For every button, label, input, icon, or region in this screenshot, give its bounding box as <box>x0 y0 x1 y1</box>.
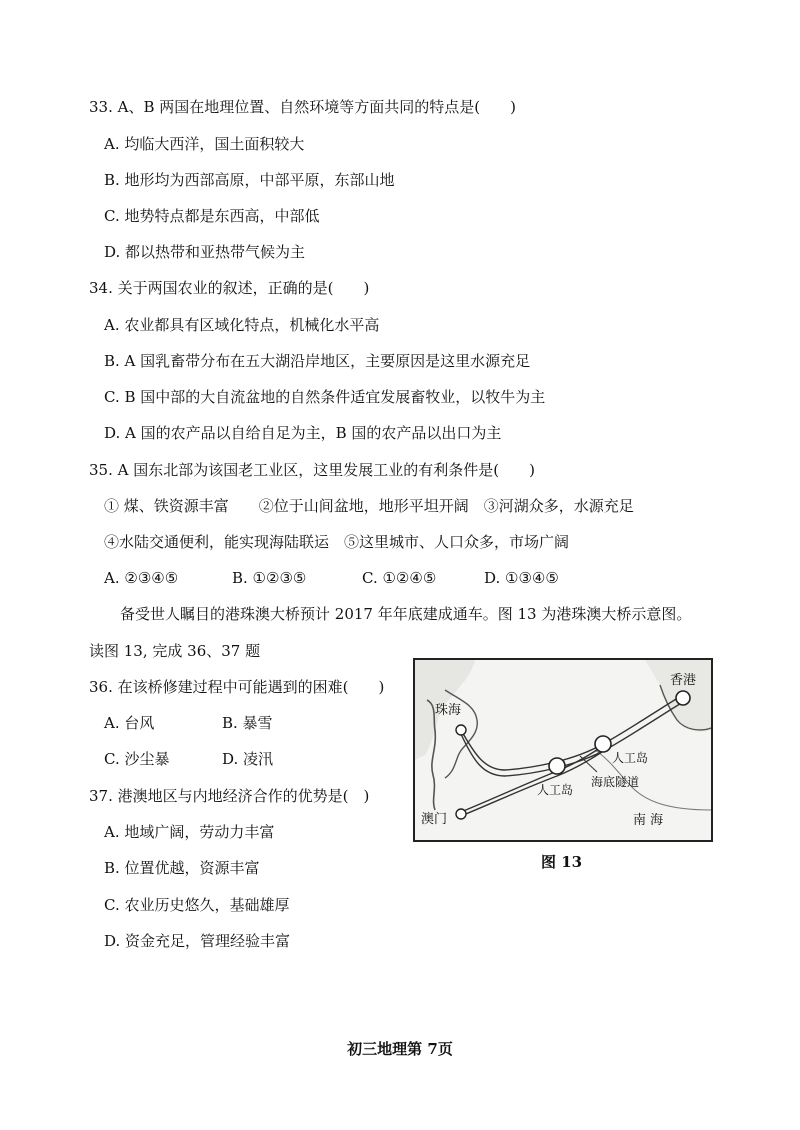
q36-option-b: B. 暴雪 <box>222 714 273 732</box>
island-east-label: 人工岛 <box>612 751 649 765</box>
artificial-island-east <box>595 736 611 752</box>
q36-stem: 36. 在该桥修建过程中可能遇到的困难( ) <box>89 678 385 696</box>
intro-line1: 备受世人瞩目的港珠澳大桥预计 2017 年年底建成通车。图 13 为港珠澳大桥示意图。 <box>120 605 692 623</box>
zhuhai-label: 珠海 <box>435 703 462 718</box>
q35-conditions-line2: ④水陆交通便利，能实现海陆联运 ⑤这里城市、人口众多，市场广阔 <box>104 533 570 551</box>
q33-option-c: C. 地势特点都是东西高，中部低 <box>104 207 320 225</box>
q36-option-a: A. 台风 <box>104 714 155 732</box>
bridge-map-figure <box>413 658 713 842</box>
q33-option-a: A. 均临大西洋，国土面积较大 <box>104 135 305 153</box>
macau-label: 澳门 <box>421 812 448 827</box>
figure-caption: 图 13 <box>541 853 583 871</box>
q34-option-a: A. 农业都具有区域化特点，机械化水平高 <box>104 316 380 334</box>
hongkong-label: 香港 <box>670 673 697 688</box>
q35-conditions-line1: ① 煤、铁资源丰富 ②位于山间盆地，地形平坦开阔 ③河湖众多，水源充足 <box>104 497 634 515</box>
island-west-label: 人工岛 <box>537 783 574 797</box>
q36-option-c: C. 沙尘暴 <box>104 750 170 768</box>
q35-option-d: D. ①③④⑤ <box>484 569 559 587</box>
q35-option-c: C. ①②④⑤ <box>362 569 437 587</box>
zhuhai-endpoint <box>456 725 466 735</box>
q33-stem: 33. A、B 两国在地理位置、自然环境等方面共同的特点是( ) <box>89 98 516 116</box>
bridge-map-svg <box>415 660 711 840</box>
q37-stem: 37. 港澳地区与内地经济合作的优势是( ) <box>89 787 370 805</box>
q36-options-row1 <box>104 713 273 733</box>
tunnel-label: 海底隧道 <box>591 775 640 789</box>
q35-option-b: B. ①②③⑤ <box>232 569 307 587</box>
q35-stem: 35. A 国东北部为该国老工业区，这里发展工业的有利条件是( ) <box>89 461 535 479</box>
q37-option-c: C. 农业历史悠久，基础雄厚 <box>104 896 290 914</box>
q34-option-d: D. A 国的农产品以自给自足为主，B 国的农产品以出口为主 <box>104 424 502 442</box>
q34-stem: 34. 关于两国农业的叙述，正确的是( ) <box>89 279 370 297</box>
intro-line2: 读图 13, 完成 36、37 题 <box>89 642 261 660</box>
q36-option-d: D. 凌汛 <box>222 750 274 768</box>
q37-option-a: A. 地域广阔，劳动力丰富 <box>104 823 275 841</box>
q34-option-c: C. B 国中部的大自流盆地的自然条件适宜发展畜牧业，以牧牛为主 <box>104 388 546 406</box>
bridge-branch-macau <box>461 746 603 812</box>
macau-endpoint <box>456 809 466 819</box>
artificial-island-west <box>549 758 565 774</box>
page-footer: 初三地理第 7页 <box>347 1040 453 1058</box>
hongkong-endpoint <box>676 691 690 705</box>
q33-option-b: B. 地形均为西部高原，中部平原，东部山地 <box>104 171 395 189</box>
q35-options <box>104 568 559 588</box>
q34-option-b: B. A 国乳畜带分布在五大湖沿岸地区，主要原因是这里水源充足 <box>104 352 531 370</box>
q33-option-d: D. 都以热带和亚热带气候为主 <box>104 243 306 261</box>
south-sea-label: 南 海 <box>633 813 664 828</box>
q35-option-a: A. ②③④⑤ <box>104 569 179 587</box>
q37-option-d: D. 资金充足，管理经验丰富 <box>104 932 291 950</box>
q37-option-b: B. 位置优越，资源丰富 <box>104 859 260 877</box>
q36-options-row2 <box>104 749 273 769</box>
